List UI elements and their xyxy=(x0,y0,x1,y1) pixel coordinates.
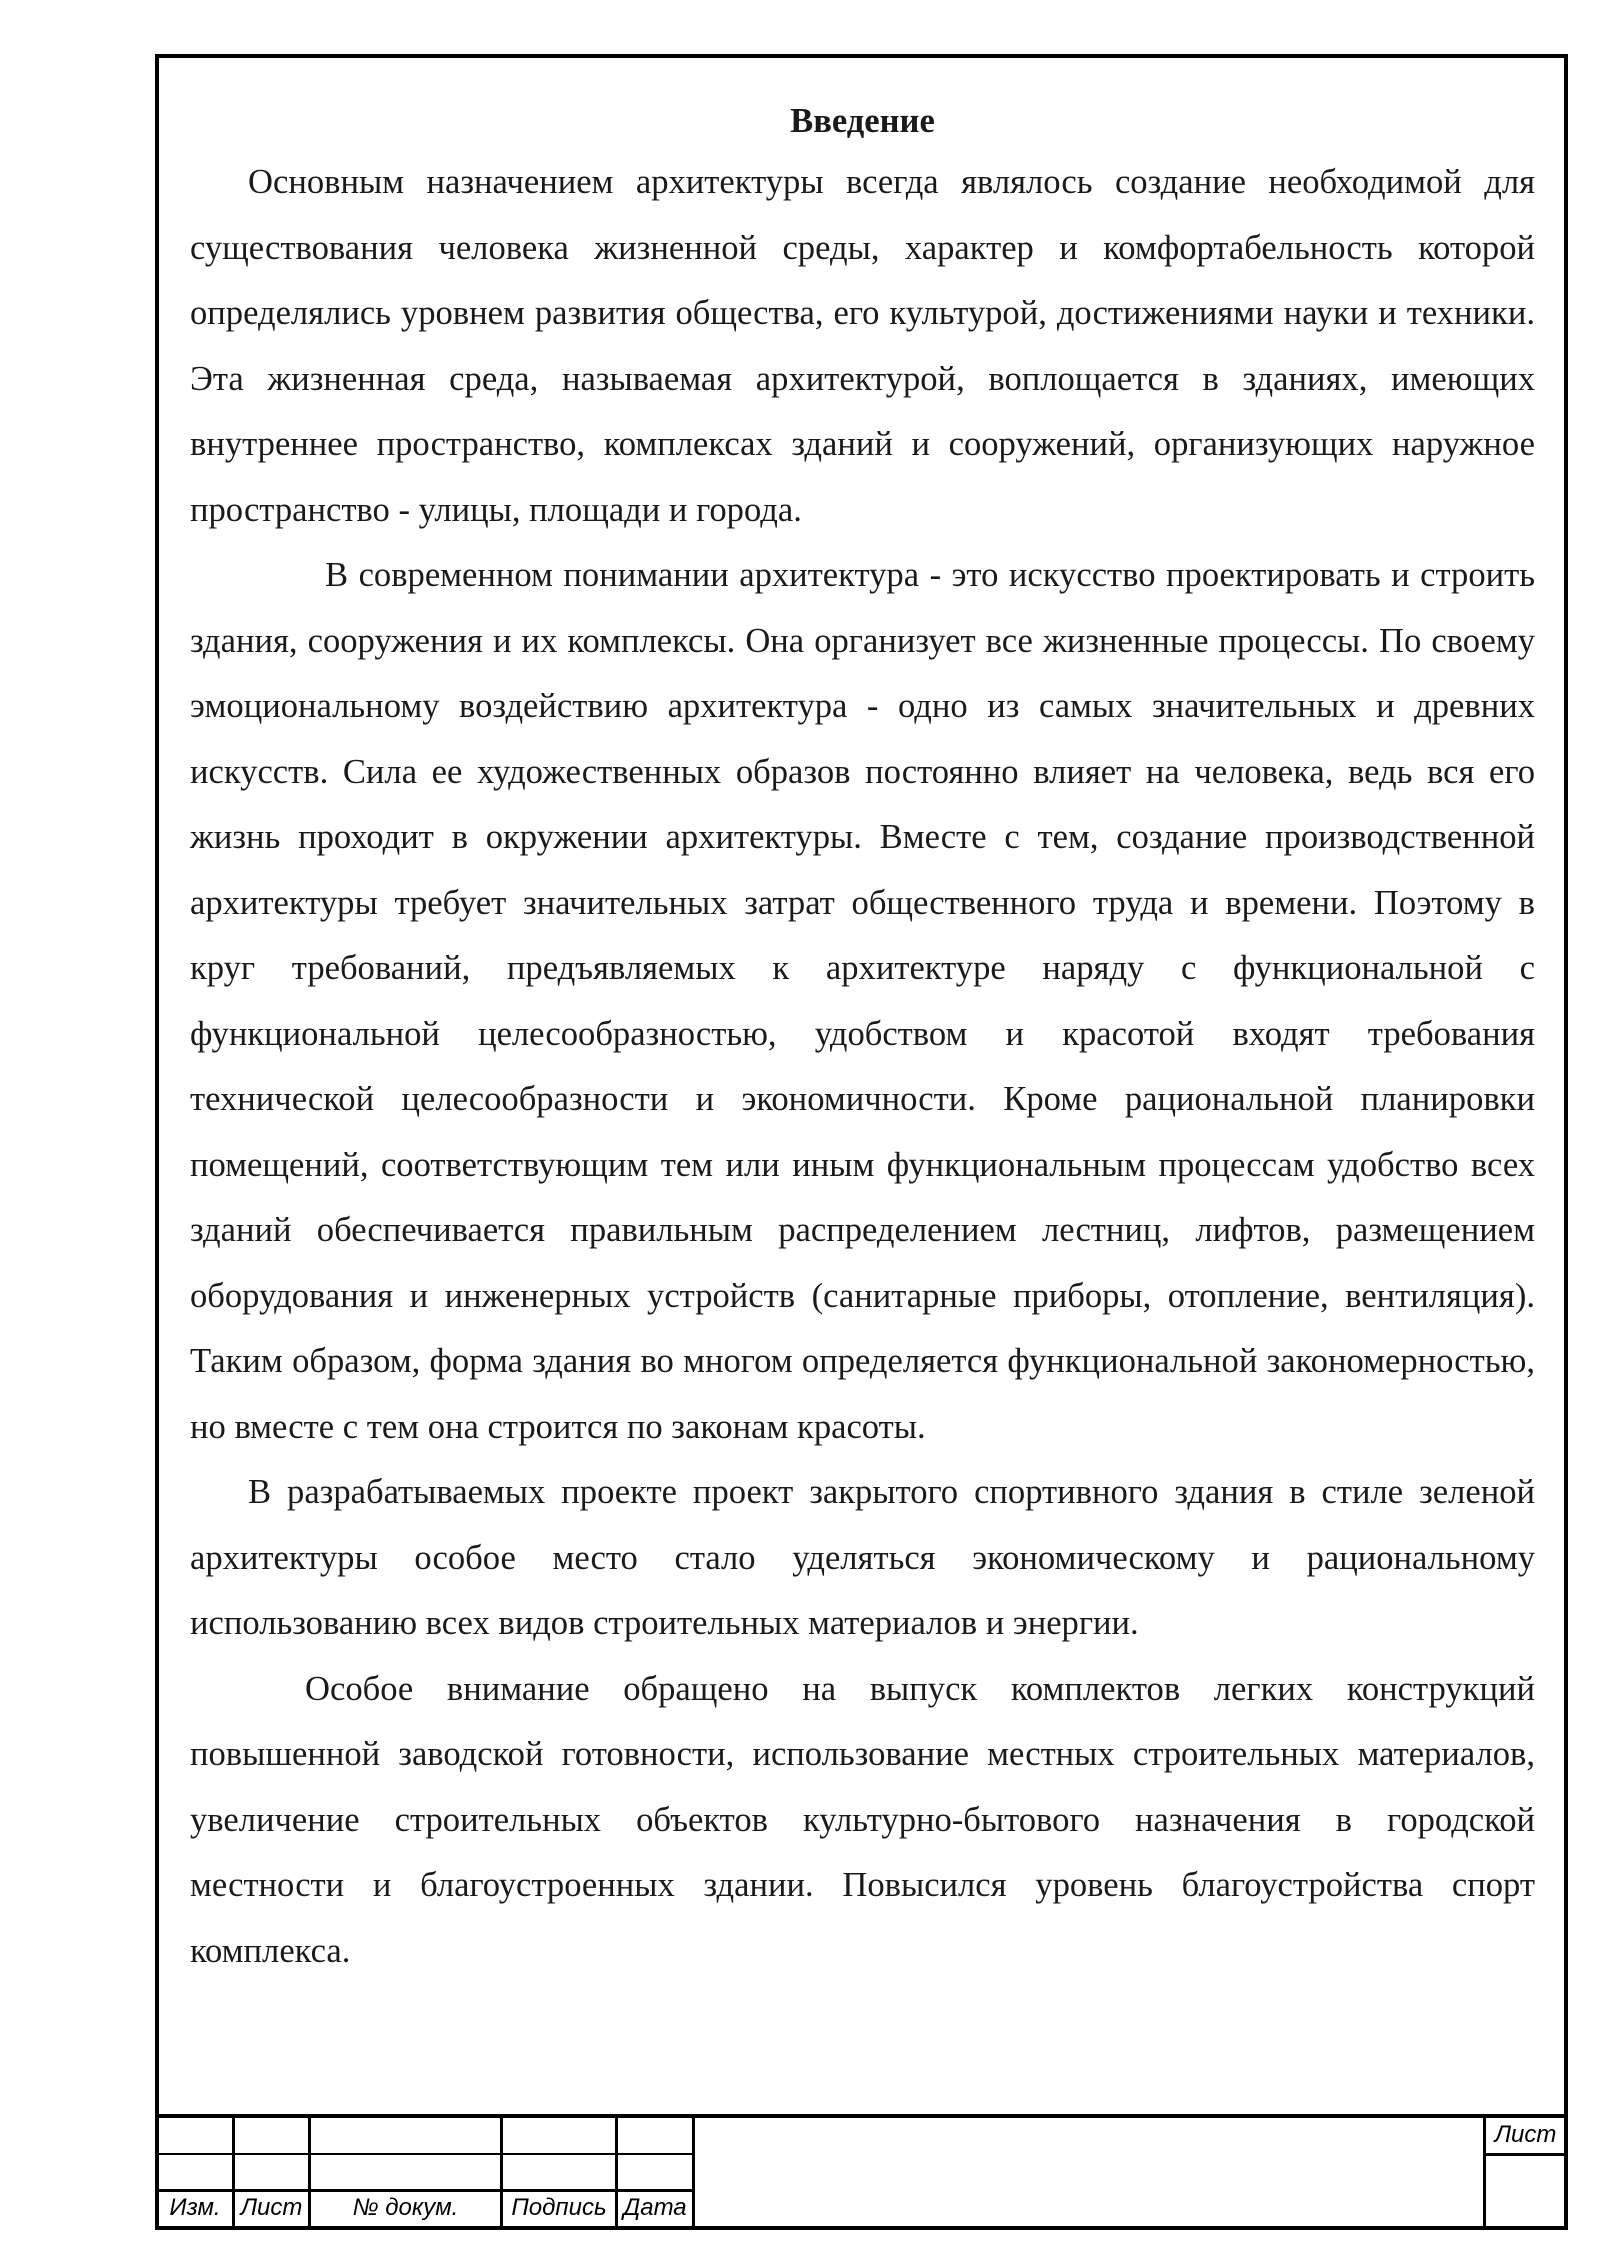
stamp-col-date: Дата xyxy=(623,2194,687,2221)
stamp-col-doc-number: № докум. xyxy=(352,2194,459,2221)
document-body xyxy=(190,92,1535,1984)
stamp-divider xyxy=(692,2114,695,2230)
paragraph-4: Особое внимание обращено на выпуск комплектов легких конструкций повышенной заводской готовности, использование местных строительных материалов, увеличение строительных объектов культурно-бытового назначения в городской местности и благоустроенных здании. Повысился уровень благоустройства спорт комплекса. xyxy=(190,1669,1535,1970)
stamp-top-border xyxy=(155,2114,1568,2118)
document-title: Введение xyxy=(790,102,935,140)
stamp-col-list: Лист xyxy=(240,2194,303,2221)
paragraph-3: В разрабатываемых проекте проект закрытого спортивного здания в стиле зеленой архитектуры особое место стало уделяться экономическому и рациональному использованию всех видов строительных материалов и энергии. xyxy=(190,1473,1535,1642)
stamp-col-signature: Подпись xyxy=(511,2194,607,2221)
stamp-row-line xyxy=(155,2153,695,2155)
paragraph-2: В современном понимании архитектура - это искусство проектировать и строить здания, сооружения и их комплексы. Она организует все жизненные процессы. По своему эмоциональному воздействию архитектура - одно из самых значительных и древних искусств. Сила ее художественных образов постоянно влияет на человека, ведь вся его жизнь проходит в окружении архитектуры. Вместе с тем, создание производственной архитектуры требует значительных затрат общественного труда и времени. Поэтому в круг требований, предъявляемых к архитектуре наряду с функциональной с функциональной целесообразностью, удобством и красотой входят требования технической целесообразности и экономичности. Кроме рациональной планировки помещений, соответствующим тем или иным функциональным процессам удобство всех зданий обеспечивается правильным распределением лестниц, лифтов, размещением оборудования и инженерных устройств (санитарные приборы, отопление, вентиляция). Таким образом, форма здания во многом определяется функциональной закономерностью, но вместе с тем она строится по законам красоты. xyxy=(190,556,1535,1446)
paragraph-1: Основным назначением архитектуры всегда являлось создание необходимой для существования человека жизненной среды, характер и комфортабельность которой определялись уровнем развития общества, его культурой, достижениями науки и техники. Эта жизненная среда, называемая архитектурой, воплощается в зданиях, имеющих внутреннее пространство, комплексах зданий и сооружений, организующих наружное пространство - улицы, площади и города. xyxy=(190,163,1535,529)
stamp-row-line xyxy=(155,2189,695,2192)
sheet-label: Лист xyxy=(1494,2121,1557,2148)
sheet-number-divider xyxy=(1483,2153,1568,2156)
stamp-col-izm: Изм. xyxy=(169,2194,221,2221)
